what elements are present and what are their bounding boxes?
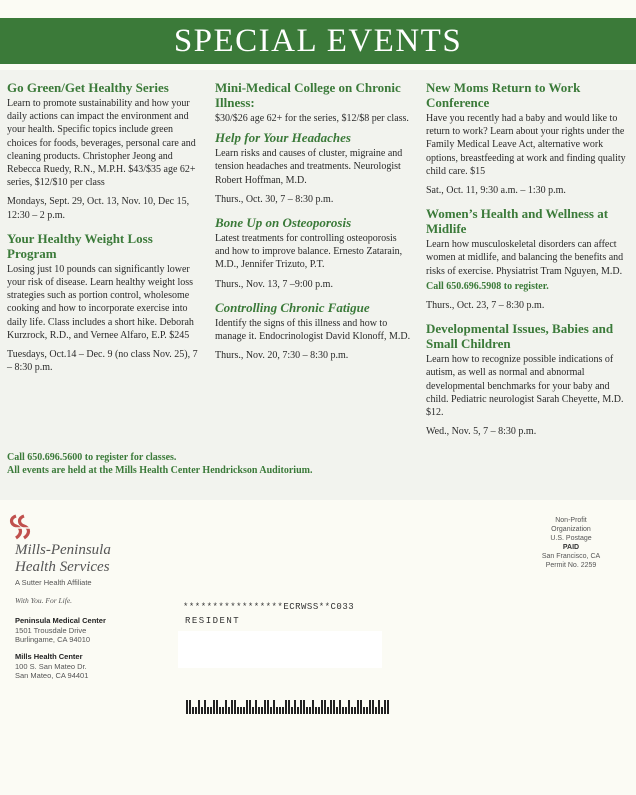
- event-womens-health: [426, 206, 632, 312]
- event-go-green: [7, 80, 202, 222]
- barcode-bar: [366, 707, 368, 714]
- event-osteoporosis: [215, 215, 413, 291]
- page-title: SPECIAL EVENTS: [173, 23, 463, 59]
- barcode-bar: [186, 700, 188, 714]
- postage-paid: PAID: [562, 544, 580, 551]
- barcode-bar: [363, 707, 365, 714]
- event-description: $30/$26 age 62+ for the series, $12/$8 per class.: [215, 113, 409, 124]
- registration-note: [7, 452, 312, 477]
- barcode-bar: [294, 700, 296, 714]
- barcode-bar: [219, 707, 221, 714]
- tagline: With You. For Life.: [15, 596, 73, 605]
- barcode-bar: [360, 700, 362, 714]
- barcode-bar: [300, 700, 302, 714]
- address-street: 1501 Trousdale Drive: [15, 625, 87, 635]
- barcode-bar: [246, 700, 248, 714]
- barcode-bar: [207, 707, 209, 714]
- event-title: Women’s Health and Wellness at Midlife: [426, 206, 609, 237]
- barcode-bar: [306, 707, 308, 714]
- organization-name: [15, 542, 111, 576]
- mills-peninsula-logo-icon: [6, 514, 34, 542]
- register-phone: Call 650.696.5908 to register.: [426, 280, 549, 292]
- barcode-bar: [285, 700, 287, 714]
- barcode-bar: [216, 700, 218, 714]
- barcode-bar: [372, 700, 374, 714]
- event-subtitle: Help for Your Headaches: [215, 130, 351, 146]
- barcode-bar: [315, 707, 317, 714]
- event-description: Latest treatments for controlling osteoporosis and how to improve balance. Ernesto Zatarain, M.D., Jennifer Trizuto, P.T.: [215, 233, 403, 271]
- event-title: Go Green/Get Healthy Series: [7, 80, 169, 95]
- barcode-bar: [222, 707, 224, 714]
- org-name-line-2: Health Services: [15, 559, 110, 575]
- barcode-bar: [279, 707, 281, 714]
- event-date: Tuesdays, Oct.14 – Dec. 9 (no class Nov. 25), 7 – 8:30 p.m.: [7, 349, 198, 374]
- event-title: Developmental Issues, Babies and Small Children: [426, 321, 614, 352]
- address-peninsula-medical-center: [15, 616, 106, 645]
- barcode-bar: [276, 707, 278, 714]
- barcode-bar: [378, 700, 380, 714]
- barcode-bar: [210, 707, 212, 714]
- postage-line: U.S. Postage: [550, 535, 592, 542]
- event-chronic-fatigue: [215, 300, 413, 363]
- barcode-bar: [387, 700, 389, 714]
- event-mini-medical-college: [215, 80, 413, 125]
- mail-route-line: *****************ECRWSS**C033: [183, 602, 355, 612]
- register-classes-line: Call 650.696.5600 to register for classes.: [7, 452, 177, 463]
- barcode-bar: [282, 707, 284, 714]
- event-description: Identify the signs of this illness and how to manage it. Endocrinologist David Klonoff, M.D.: [215, 317, 411, 343]
- event-title: Mini-Medical College on Chronic Illness:: [215, 80, 401, 110]
- barcode-bar: [297, 707, 299, 714]
- event-description: Learn how musculoskeletal disorders can affect women at midlife, and balancing the benefits and risks of exercise. Physiatrist Tram Nguyen, M.D.: [426, 239, 624, 277]
- event-description: Have you recently had a baby and would like to return to work? Learn about your rights under the Family Medical Leave Act, alternative work options, breastfeeding at work and finding quality child care. $15: [426, 113, 626, 177]
- barcode-bar: [330, 700, 332, 714]
- address-name: Peninsula Medical Center: [15, 616, 106, 625]
- recipient-line: RESIDENT: [185, 616, 241, 626]
- postage-permit: Permit No. 2259: [545, 562, 597, 569]
- barcode-bar: [213, 700, 215, 714]
- barcode-bar: [270, 707, 272, 714]
- barcode-bar: [384, 700, 386, 714]
- postage-indicia: [526, 516, 616, 570]
- address-name: Mills Health Center: [15, 652, 83, 661]
- barcode-bar: [249, 700, 251, 714]
- postal-barcode: [186, 700, 389, 714]
- barcode-bar: [228, 707, 230, 714]
- event-developmental-issues: [426, 321, 632, 438]
- barcode-bar: [288, 700, 290, 714]
- event-description: Learn risks and causes of cluster, migraine and tension headaches and treatments. Neurologist Robert Hoffman, M.D.: [215, 148, 403, 186]
- event-date: Thurs., Oct. 23, 7 – 8:30 p.m.: [426, 300, 545, 312]
- barcode-bar: [264, 700, 266, 714]
- barcode-bar: [261, 707, 263, 714]
- postage-line: San Francisco, CA: [541, 553, 601, 560]
- org-name-line-1: Mills-Peninsula: [15, 542, 111, 558]
- barcode-bar: [336, 707, 338, 714]
- event-title: New Moms Return to Work Conference: [426, 80, 581, 110]
- barcode-bar: [354, 707, 356, 714]
- event-weight-loss: [7, 231, 202, 375]
- barcode-bar: [258, 707, 260, 714]
- barcode-bar: [369, 700, 371, 714]
- event-date: Sat., Oct. 11, 9:30 a.m. – 1:30 p.m.: [426, 185, 566, 197]
- barcode-bar: [342, 707, 344, 714]
- barcode-bar: [381, 707, 383, 714]
- barcode-bar: [351, 707, 353, 714]
- barcode-bar: [237, 707, 239, 714]
- event-subtitle: Bone Up on Osteoporosis: [215, 215, 352, 231]
- barcode-bar: [321, 700, 323, 714]
- barcode-bar: [291, 707, 293, 714]
- barcode-bar: [267, 700, 269, 714]
- event-date: Thurs., Nov. 20, 7:30 – 8:30 p.m.: [215, 350, 349, 362]
- events-column-1: [7, 80, 202, 383]
- barcode-bar: [192, 707, 194, 714]
- postage-line: Non-Profit: [555, 517, 587, 524]
- event-headaches: [215, 130, 413, 206]
- barcode-bar: [303, 700, 305, 714]
- event-description: Learn to promote sustainability and how your daily actions can impact the environment and your health. Specific topics include green choices for foods, beverages, personal care and cleaning products. Christopher Jeong and Rebecca Ruedy, R.N., M.P.H. $43/$35 age 62+ series, $12/$10 per class: [7, 98, 196, 189]
- barcode-bar: [240, 707, 242, 714]
- barcode-bar: [357, 700, 359, 714]
- events-column-3: [426, 80, 632, 447]
- barcode-bar: [204, 700, 206, 714]
- address-street: 100 S. San Mateo Dr.: [15, 661, 87, 671]
- barcode-bar: [309, 707, 311, 714]
- affiliate-text: A Sutter Health Affiliate: [15, 578, 92, 587]
- barcode-bar: [339, 700, 341, 714]
- barcode-bar: [201, 707, 203, 714]
- special-events-banner: [0, 18, 636, 64]
- barcode-bar: [312, 700, 314, 714]
- barcode-bar: [255, 700, 257, 714]
- event-date: Thurs., Nov. 13, 7 –9:00 p.m.: [215, 278, 333, 290]
- barcode-bar: [252, 707, 254, 714]
- barcode-bar: [348, 700, 350, 714]
- address-city: San Mateo, CA 94401: [15, 671, 89, 680]
- barcode-bar: [231, 700, 233, 714]
- barcode-bar: [225, 700, 227, 714]
- mailer-panel: [0, 500, 636, 795]
- barcode-bar: [189, 700, 191, 714]
- event-description: Learn how to recognize possible indications of autism, as well as normal and abnormal developmental benchmarks for your baby and child. Pediatric neurologist Sarah Cheyette, M.D. $12.: [426, 354, 624, 419]
- barcode-bar: [198, 700, 200, 714]
- event-date: Mondays, Sept. 29, Oct. 13, Nov. 10, Dec 15, 12:30 – 2 p.m.: [7, 196, 190, 221]
- barcode-bar: [345, 707, 347, 714]
- barcode-bar: [195, 707, 197, 714]
- events-panel: [0, 70, 636, 500]
- barcode-bar: [318, 707, 320, 714]
- event-date: Thurs., Oct. 30, 7 – 8:30 p.m.: [215, 193, 334, 205]
- redacted-address-block: [178, 631, 382, 668]
- event-subtitle: Controlling Chronic Fatigue: [215, 299, 370, 315]
- event-title: Your Healthy Weight Loss Program: [7, 230, 153, 261]
- barcode-bar: [375, 707, 377, 714]
- barcode-bar: [327, 707, 329, 714]
- events-column-2: [215, 80, 413, 371]
- venue-line: All events are held at the Mills Health Center Hendrickson Auditorium.: [7, 464, 313, 476]
- barcode-bar: [324, 700, 326, 714]
- postage-line: Organization: [551, 526, 591, 533]
- barcode-bar: [243, 707, 245, 714]
- barcode-bar: [333, 700, 335, 714]
- event-description: Losing just 10 pounds can significantly lower your risk of disease. Learn healthy weight loss strategies such as portion control, wholesome cooking and how to incorporate exercise into daily life. Class includes a short hike. Deborah Kurzrock, R.D., and Vernee Alfaro, E.P. $245: [7, 263, 194, 341]
- barcode-bar: [234, 700, 236, 714]
- barcode-bar: [273, 700, 275, 714]
- address-mills-health-center: [15, 652, 88, 681]
- event-new-moms: [426, 80, 632, 197]
- address-city: Burlingame, CA 94010: [15, 635, 91, 644]
- event-date: Wed., Nov. 5, 7 – 8:30 p.m.: [426, 426, 537, 438]
